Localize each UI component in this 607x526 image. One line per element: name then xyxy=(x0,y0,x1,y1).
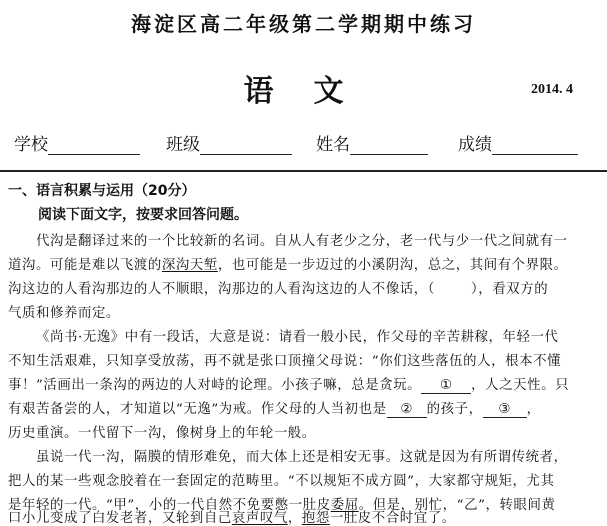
underlined-phrase: 深沟天堑 xyxy=(161,258,218,273)
class-field xyxy=(166,130,292,155)
school-blank[interactable] xyxy=(48,136,140,155)
instruction: 阅读下面文字，按要求回答问题。 xyxy=(38,207,248,223)
text-segment: 。但是，别忙，“ xyxy=(358,498,465,513)
school-field xyxy=(14,130,140,155)
text-segment: 一肚皮不合时宜了。 xyxy=(329,511,456,526)
score-field xyxy=(458,130,578,155)
text-segment: 沟这边的人看沟那边的人不顺眼，沟那边的人看沟这边的人不像话，（ xyxy=(8,282,436,297)
text-segment: ），看双方的 xyxy=(471,282,549,297)
underlined-phrase: 哀声叹气 xyxy=(231,511,288,526)
passage-line xyxy=(8,507,456,526)
text-segment: ”，小的一代自然不免要憋一肚皮 xyxy=(127,498,331,513)
passage-line: 《尚书·无逸》中有一段话，大意是说：请看一般小民，作父母的辛苦耕稼，年轻一代 xyxy=(36,330,559,345)
text-segment: 道沟。可能是难以飞渡的 xyxy=(8,258,162,273)
underlined-phrase: 抱怨 xyxy=(301,511,330,526)
name-label: 姓名 xyxy=(316,135,350,155)
passage-line xyxy=(8,254,568,273)
passage-line: 历史重演。一代留下一沟，像树身上的年轮一般。 xyxy=(8,426,316,441)
exam-date: 2014. 4 xyxy=(531,82,573,97)
text-segment: ， xyxy=(287,511,302,526)
passage-line: 气质和修养而定。 xyxy=(8,306,120,321)
score-label: 成绩 xyxy=(458,135,492,155)
text-segment: 有艰苦备尝的人，才知道以“无逸”为戒。作父母的人当初也是 xyxy=(8,402,387,417)
text-segment: ， xyxy=(526,402,541,417)
subject-title: 语文 xyxy=(243,74,384,109)
text-segment: 的孩子， xyxy=(426,402,483,417)
passage-line: 代沟是翻译过来的一个比较新的名词。自从人有老少之分，老一代与少一代之间就有一 xyxy=(36,234,568,249)
school-label: 学校 xyxy=(14,135,48,155)
text-segment: ”，转眼间黄 xyxy=(478,498,556,513)
text-segment: 口小儿变成了白发老者，又轮到自己 xyxy=(8,511,232,526)
passage-line: 不知生活艰难，只知享受放荡，再不就是张口顶撞父母说：“你们这些落伍的人，根本不懂 xyxy=(8,354,562,369)
name-field xyxy=(316,130,428,155)
name-blank[interactable] xyxy=(350,136,428,155)
answer-blank-1[interactable]: ① xyxy=(421,379,471,394)
score-blank[interactable] xyxy=(492,136,578,155)
text-segment: 事！”活画出一条沟的两边的人对峙的论理。小孩子嘛，总是贪玩。 xyxy=(8,378,422,393)
passage-line: 虽说一代一沟，隔膜的情形难免，而大体上还是相安无事。这就是因为有所谓传统者， xyxy=(36,450,568,465)
class-label: 班级 xyxy=(166,135,200,155)
section-heading: 一、语言积累与运用（20分） xyxy=(8,183,196,199)
exam-title: 海淀区高二年级第二学期期中练习 xyxy=(131,12,476,36)
placeholder-yi: 乙 xyxy=(464,498,479,513)
text-segment: ，人之天性。只 xyxy=(471,378,570,393)
answer-blank-3[interactable]: ③ xyxy=(483,403,527,418)
class-blank[interactable] xyxy=(200,136,292,155)
text-segment: ，也可能是一步迈过的小溪阴沟，总之，其间有个界限。 xyxy=(217,258,568,273)
answer-blank-2[interactable]: ② xyxy=(387,403,427,418)
text-segment: 是年轻的一代。“ xyxy=(8,498,114,513)
passage-line xyxy=(8,278,548,297)
passage-line xyxy=(8,398,541,418)
underlined-phrase: 委屈 xyxy=(330,498,359,513)
passage-line xyxy=(8,374,569,394)
header-divider xyxy=(0,170,607,172)
placeholder-jia: 甲 xyxy=(113,498,128,513)
passage-line: 把人的某一些观念胶着在一套固定的范畴里。“不以规矩不成方圆”，大家都守规矩，尤其 xyxy=(8,474,555,489)
